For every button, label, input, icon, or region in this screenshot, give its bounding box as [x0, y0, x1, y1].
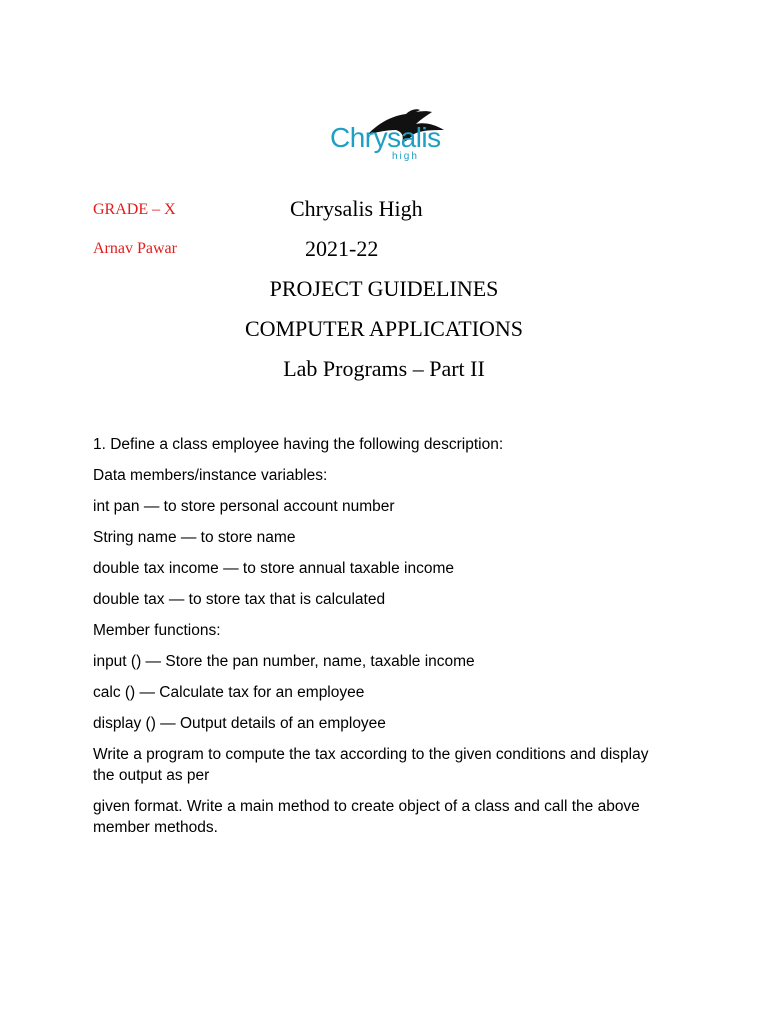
grade-label: GRADE – X: [93, 201, 176, 218]
body-line: int pan — to store personal account number: [93, 498, 395, 515]
body-line: calc () — Calculate tax for an employee: [93, 684, 365, 701]
body-line: Data members/instance variables:: [93, 467, 328, 484]
document-title: PROJECT GUIDELINES: [269, 276, 499, 301]
school-logo: [328, 108, 452, 168]
school-name: Chrysalis High: [290, 196, 423, 221]
body-line: given format. Write a main method to create object of a class and call the above member methods.: [93, 798, 640, 836]
logo-wordmark: Chrysalis: [330, 122, 441, 153]
logo-subtext: high: [392, 151, 419, 162]
body-line: double tax income — to store annual taxable income: [93, 560, 455, 577]
body-line: input () — Store the pan number, name, taxable income: [93, 653, 475, 670]
part-title: Lab Programs – Part II: [283, 356, 485, 381]
body-line: display () — Output details of an employee: [93, 715, 386, 732]
body-line: double tax — to store tax that is calculated: [93, 591, 386, 608]
body-line: Write a program to compute the tax according to the given conditions and display the output as per: [93, 746, 649, 784]
academic-year: 2021-22: [305, 236, 379, 261]
body-line: Member functions:: [93, 622, 221, 639]
body-line: 1. Define a class employee having the following description:: [93, 436, 504, 453]
assignment-body: [93, 434, 663, 848]
subject-title: COMPUTER APPLICATIONS: [244, 316, 524, 341]
body-line: String name — to store name: [93, 529, 296, 546]
author-name: Arnav Pawar: [93, 240, 177, 257]
